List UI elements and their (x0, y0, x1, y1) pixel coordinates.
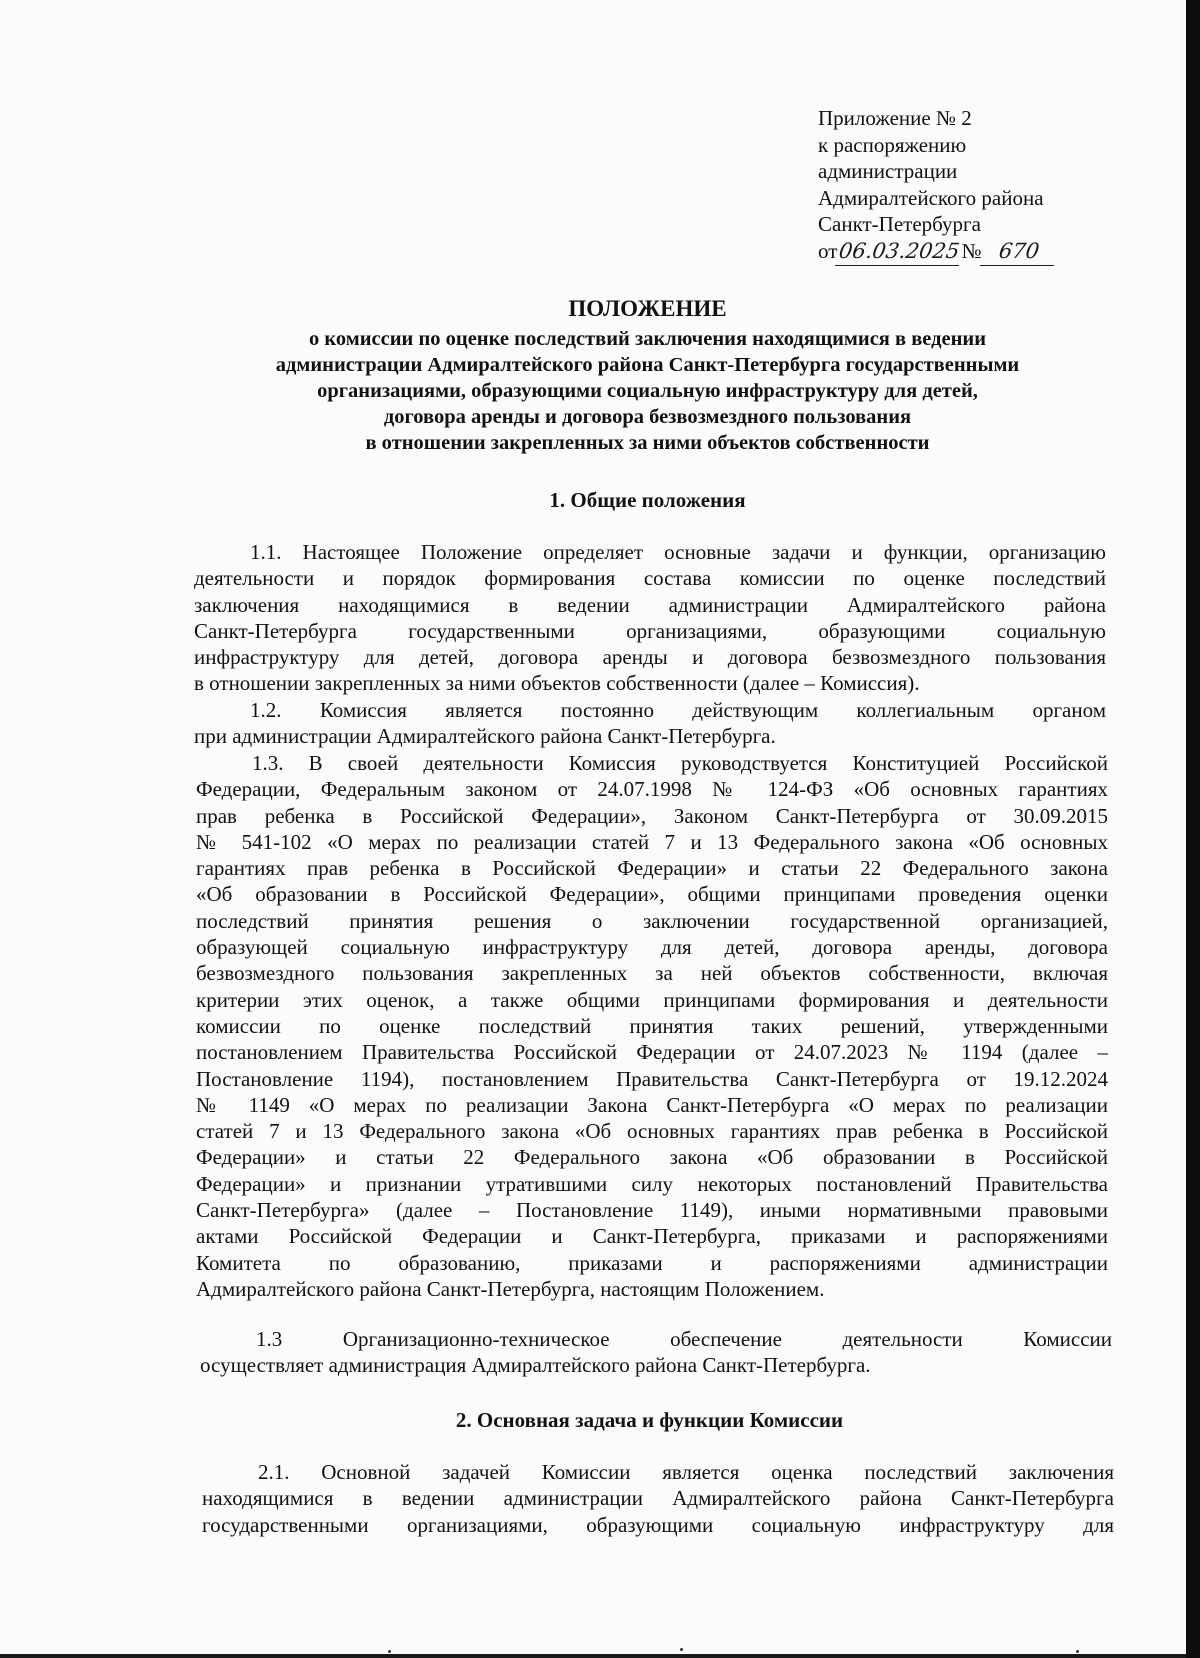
appendix-line-4: Адмиралтейского района (818, 185, 1044, 210)
text-line: находящимися в ведении администрации Адмиралтейского района Санкт-Петербурга (202, 1486, 1114, 1511)
title-main: ПОЛОЖЕНИЕ (568, 296, 727, 321)
text-line: № 1149 «О мерах по реализации Закона Санкт-Петербурга «О мерах по реализации (196, 1092, 1108, 1117)
text-line: статей 7 и 13 Федерального закона «Об основных гарантиях прав ребенка в Российской (196, 1119, 1108, 1144)
text-line: «Об образовании в Российской Федерации», общими принципами проведения оценки (196, 882, 1108, 907)
paragraph-1-1 (194, 539, 1106, 697)
paragraph-1-3 (196, 750, 1108, 1302)
text-line: Федерации» и признании утратившими силу некоторых постановлений Правительства (196, 1171, 1108, 1196)
text-line: комиссии по оценке последствий принятия таких решений, утвержденными (196, 1013, 1108, 1038)
section-2-heading: 2. Основная задача и функции Комиссии (455, 1408, 844, 1432)
scan-edge-bottom (0, 1654, 1200, 1658)
text-line: прав ребенка в Российской Федерации», Законом Санкт-Петербурга от 30.09.2015 (196, 803, 1108, 828)
text-line: в отношении закрепленных за ними объектов собственности (далее – Комиссия). (194, 671, 920, 696)
scan-speck (680, 1648, 683, 1651)
text-line: безвозмездного пользования закрепленных за ней объектов собственности, включая (196, 961, 1108, 986)
text-line: Комитета по образованию, приказами и распоряжениями администрации (196, 1250, 1108, 1275)
number-label: № (961, 238, 982, 263)
handwritten-date: 06.03.2025 (835, 238, 963, 266)
text-line: Санкт-Петербурга государственными организациями, образующими социальную (194, 618, 1106, 643)
text-line: гарантиях прав ребенка в Российской Федерации» и статьи 22 Федерального закона (196, 856, 1108, 881)
text-line: актами Российской Федерации и Санкт-Петербурга, приказами и распоряжениями (196, 1224, 1108, 1249)
text-line: 1.1. Настоящее Положение определяет основные задачи и функции, организацию (250, 540, 1106, 564)
text-line: Санкт-Петербурга» (далее – Постановление 1149), иными нормативными правовыми (196, 1198, 1108, 1223)
text-line: № 541-102 «О мерах по реализации статей 7 и 13 Федерального закона «Об основных (196, 829, 1108, 854)
scan-speck (1076, 1650, 1079, 1653)
text-line: государственными организациями, образующими социальную инфраструктуру для (202, 1512, 1114, 1537)
paragraph-1-3-support (200, 1326, 1112, 1379)
text-line: 1.2. Комиссия является постоянно действующим коллегиальным органом (250, 698, 1106, 722)
paragraph-1-2 (194, 697, 1106, 750)
subtitle-line: организациями, образующими социальную инфраструктуру для детей, (317, 380, 978, 402)
text-line: критерии этих оценок, а также общими принципами формирования и деятельности (196, 987, 1108, 1012)
subtitle-line: о комиссии по оценке последствий заключения находящимися в ведении (308, 328, 987, 350)
text-line: 2.1. Основной задачей Комиссии является оценка последствий заключения (258, 1460, 1114, 1484)
scan-edge-right (1186, 0, 1200, 1658)
handwritten-number: 670 (980, 238, 1058, 266)
paragraph-2-1 (202, 1459, 1114, 1538)
document-title (180, 296, 1115, 456)
subtitle-line: в отношении закрепленных за ними объектов собственности (365, 432, 930, 454)
appendix-line-2: к распоряжению (818, 132, 967, 157)
appendix-line-3: администрации (818, 159, 958, 183)
text-line: Постановление 1194), постановлением Правительства Санкт-Петербурга от 19.12.2024 (196, 1066, 1108, 1091)
subtitle-line: администрации Адмиралтейского района Санкт-Петербурга государственными (275, 354, 1020, 376)
date-prefix: от (818, 238, 838, 263)
section-1-heading: 1. Общие положения (549, 488, 746, 512)
text-line: постановлением Правительства Российской Федерации от 24.07.2023 № 1194 (далее – (196, 1040, 1108, 1065)
text-line: 1.3 Организационно-техническое обеспечение деятельности Комиссии (256, 1327, 1112, 1351)
text-line: Федерации» и статьи 22 Федерального закона «Об образовании в Российской (196, 1145, 1108, 1170)
text-line: деятельности и порядок формирования состава комиссии по оценке последствий (194, 566, 1106, 591)
text-line: образующей социальную инфраструктуру для детей, договора аренды, договора (196, 935, 1108, 960)
appendix-header (818, 105, 1118, 265)
text-line: Адмиралтейского района Санкт-Петербурга, настоящим Положением. (196, 1276, 825, 1301)
subtitle-line: договора аренды и договора безвозмездного пользования (383, 406, 912, 428)
text-line: Федерации, Федеральным законом от 24.07.1998 № 124-ФЗ «Об основных гарантиях (196, 777, 1108, 802)
text-line: последствий принятия решения о заключении государственной организацией, (196, 908, 1108, 933)
title-subtitle (180, 326, 1115, 456)
appendix-line-5: Санкт-Петербурга (818, 212, 981, 236)
text-line: 1.3. В своей деятельности Комиссия руководствуется Конституцией Российской (252, 751, 1108, 775)
text-line: инфраструктуру для детей, договора аренды и договора безвозмездного пользования (194, 645, 1106, 670)
text-line: осуществляет администрация Адмиралтейского района Санкт-Петербурга. (200, 1353, 871, 1378)
appendix-date-line (818, 238, 1118, 266)
appendix-line-1: Приложение № 2 (818, 106, 972, 130)
text-line: при администрации Адмиралтейского района Санкт-Петербурга. (194, 724, 776, 749)
text-line: заключения находящимися в ведении администрации Адмиралтейского района (194, 592, 1106, 617)
scan-speck (388, 1650, 391, 1653)
